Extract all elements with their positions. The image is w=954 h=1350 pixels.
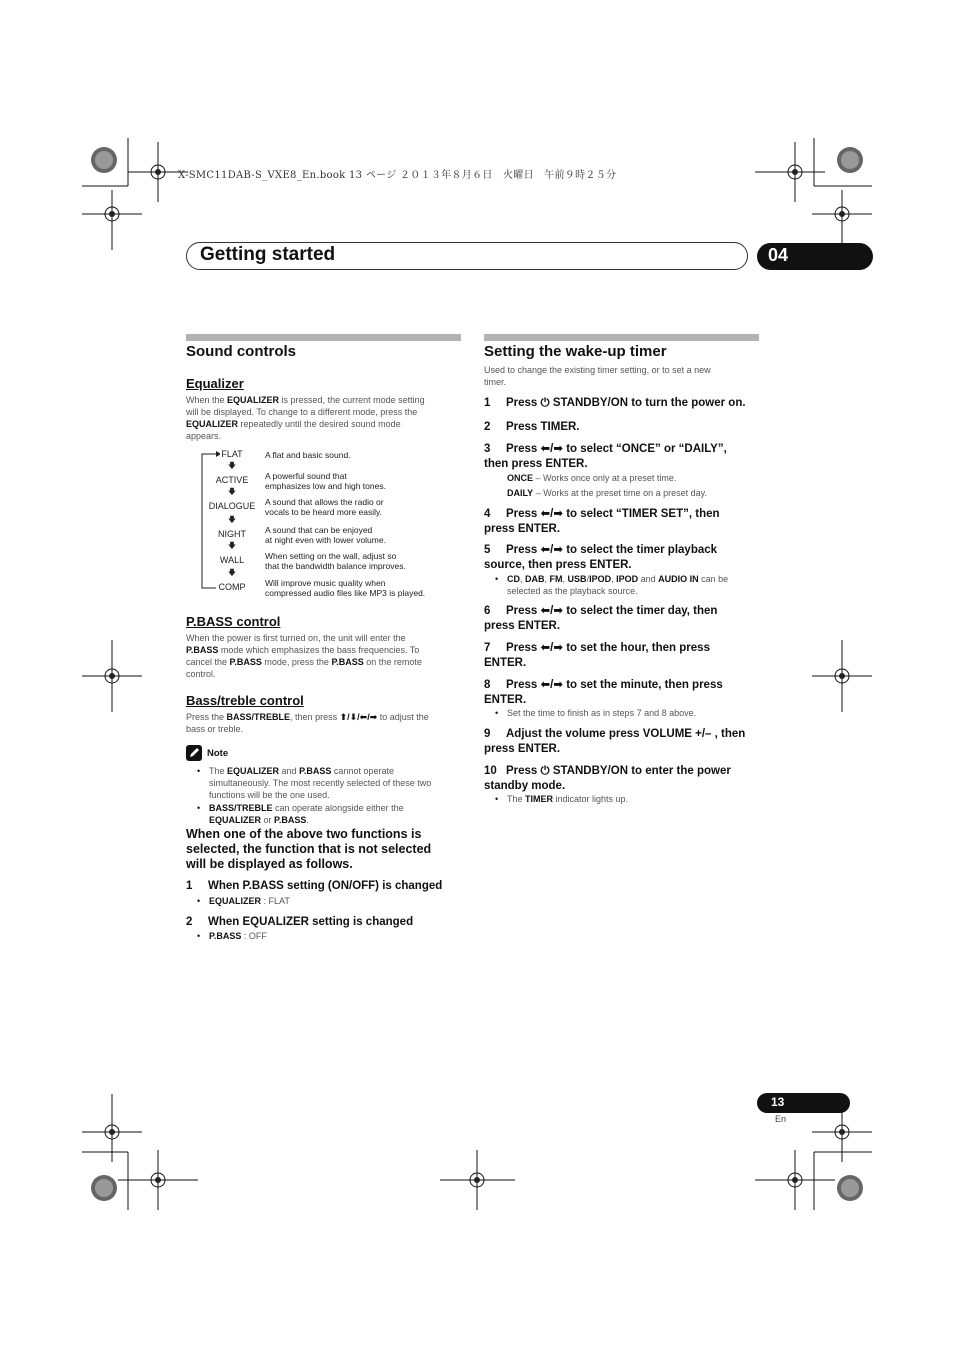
functions-explanation: When one of the above two functions is selected, the function that is not selected will be displayed as follows. [186,827,432,871]
wake-up-timer-intro: Used to change the existing timer setting, or to set a new timer. [484,365,711,387]
mode-comp: COMP [218,582,246,592]
sound-controls-heading: Sound controls [186,343,296,360]
pbass-line: control. [186,669,216,679]
note-pencil-icon [186,745,202,761]
mode-comp-desc: Will improve music quality when compressed audio files like MP3 is played. [265,578,426,598]
pbass-description [186,632,461,680]
timer-step-8: 8 Press ⬅/➡ to set the minute, then press ENTER. [484,679,723,706]
mode-night: NIGHT [218,529,246,539]
equalizer-line: EQUALIZER repeatedly until the desired sound mode [186,419,401,429]
equalizer-description [186,394,461,442]
mode-wall: WALL [219,555,245,565]
mode-active: ACTIVE [215,475,249,485]
chapter-number: 04 [768,245,789,265]
wake-up-timer-heading: Setting the wake-up timer [484,343,667,360]
arrow-down-icon: 🡇 [227,541,237,550]
timer-step-7: 7 Press ⬅/➡ to set the hour, then press ENTER. [484,642,710,669]
timer-step-9: 9 Adjust the volume press VOLUME +/– , then press ENTER. [484,728,746,755]
left-step-1-bullet: • EQUALIZER : FLAT [209,895,290,907]
section-bar-right [484,334,759,341]
arrow-down-icon: 🡇 [227,568,237,577]
equalizer-line: When the EQUALIZER is pressed, the current mode setting [186,395,425,405]
arrow-down-icon: 🡇 [227,461,237,470]
page-number: 13 [771,1095,785,1109]
timer-step-5-bullet: • CD, DAB, FM, USB/IPOD, IPOD and AUDIO IN can be selected as the playback source. [507,573,767,597]
timer-step-5: 5 Press ⬅/➡ to select the timer playback source, then press ENTER. [484,544,718,571]
equalizer-heading: Equalizer [186,376,244,391]
mode-night-desc: A sound that can be enjoyed at night even with lower volume. [265,525,386,545]
timer-step-1: 1 Press ⏻ STANDBY/ON to turn the power on. [484,397,746,409]
timer-step-2: 2 Press TIMER. [484,421,580,433]
arrow-down-icon: 🡇 [227,515,237,524]
equalizer-line: appears. [186,431,222,441]
timer-step-6: 6 Press ⬅/➡ to select the timer day, then press ENTER. [484,605,718,632]
mode-wall-desc: When setting on the wall, adjust so that the bandwidth balance improves. [265,551,406,571]
pbass-line: P.BASS mode which emphasizes the bass frequencies. To [186,645,420,655]
arrow-keys-icon: ⬆/⬇/⬅/➡ [339,712,378,722]
arrow-down-icon: 🡇 [227,487,237,496]
note-bullet: • BASS/TREBLE can operate alongside either the EQUALIZER or P.BASS. [209,802,461,826]
left-step-2-bullet: • P.BASS : OFF [209,930,267,942]
timer-step-3: 3 Press ⬅/➡ to select “ONCE” or “DAILY”, then press ENTER. [484,443,727,470]
equalizer-line: will be displayed. To change to a different mode, press the [186,407,418,417]
mode-flat: FLAT [221,449,243,459]
left-step-1: 1 When P.BASS setting (ON/OFF) is changed [186,880,443,892]
note-bullet: • The EQUALIZER and P.BASS cannot operate simultaneously. The most recently selected of these two functions will be the one used. [209,765,461,801]
section-bar-left [186,334,461,341]
page-language: En [775,1114,787,1124]
timer-step-4: 4 Press ⬅/➡ to select “TIMER SET”, then press ENTER. [484,508,720,535]
pbass-line: cancel the P.BASS mode, press the P.BASS on the remote [186,657,422,667]
left-step-2: 2 When EQUALIZER setting is changed [186,916,414,928]
timer-step-8-bullet: • Set the time to finish as in steps 7 and 8 above. [507,707,767,719]
timer-step-10: 10 Press ⏻ STANDBY/ON to enter the power standby mode. [484,765,731,792]
timer-step-3-options: ONCE – Works once only at a preset time. DAILY – Works at the preset time on a preset day. [507,473,707,498]
mode-flat-desc: A flat and basic sound. [265,450,351,460]
bass-treble-heading: Bass/treble control [186,693,304,708]
page-title: Getting started [200,244,336,265]
bass-treble-description: Press the BASS/TREBLE, then press ⬆/⬇/⬅/➡ to adjust the bass or treble. [186,712,429,734]
note-label: Note [207,748,229,759]
mode-dialogue-desc: A sound that allows the radio or vocals to be heard more easily. [265,497,384,517]
print-line: X-SMC11DAB-S_VXE8_En.book 13 ページ ２０１３年８月６日 火曜日 午前９時２５分 [178,170,617,181]
mode-active-desc: A powerful sound that emphasizes low and high tones. [265,471,386,491]
timer-step-10-bullet: • The TIMER indicator lights up. [507,793,767,805]
pbass-heading: P.BASS control [186,614,281,629]
mode-dialogue: DIALOGUE [208,501,256,511]
pbass-line: When the power is first turned on, the unit will enter the [186,633,406,643]
